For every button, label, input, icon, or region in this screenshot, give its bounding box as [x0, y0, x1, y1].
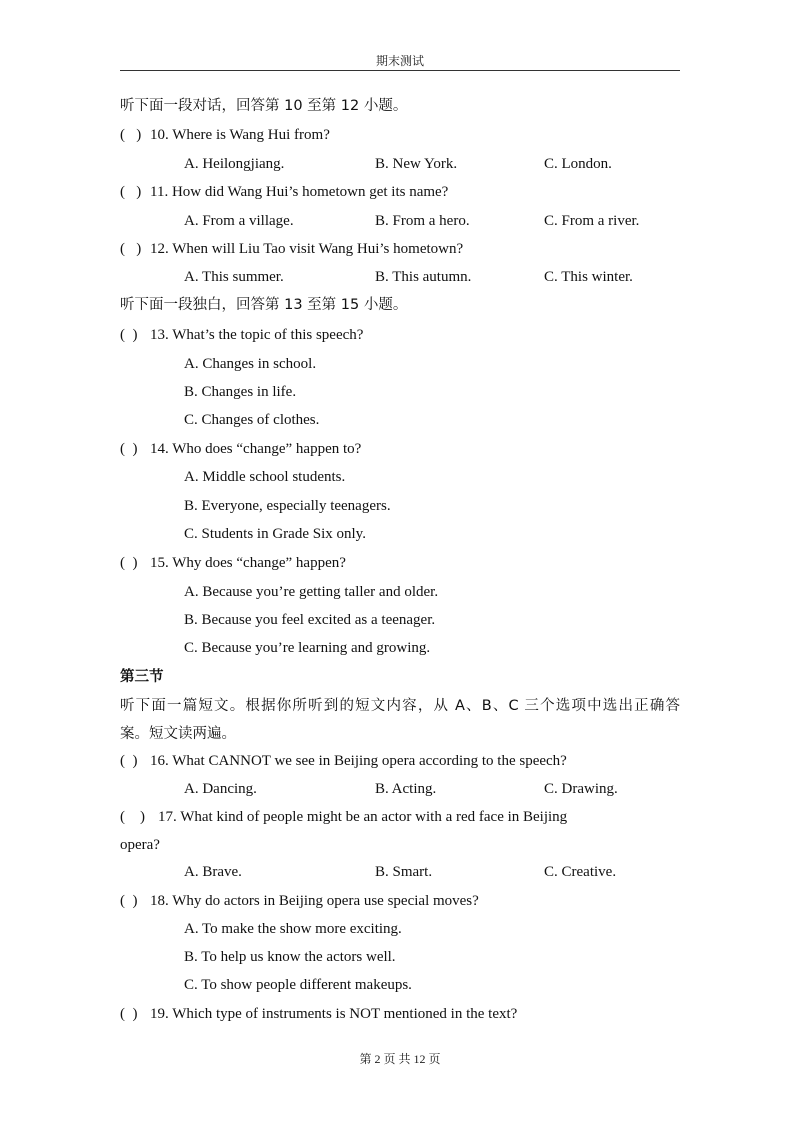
option-a: A. To make the show more exciting.	[184, 921, 402, 937]
answer-blank: ( )	[120, 241, 142, 257]
question-14	[120, 439, 680, 459]
option-a: A. This summer.	[184, 269, 284, 285]
option-a: A. Middle school students.	[184, 469, 346, 485]
option-b: B. From a hero.	[375, 213, 470, 229]
question-text: 19. Which type of instruments is NOT mentioned in the text?	[150, 1006, 518, 1022]
question-text: 13. What’s the topic of this speech?	[150, 327, 364, 343]
answer-blank: ( )	[120, 893, 138, 909]
option-c: C. London.	[544, 156, 612, 172]
passage-instruction-line1: 听下面一篇短文。根据你所听到的短文内容，从 A、B、C 三个选项中选出正确答	[120, 698, 680, 714]
question-text: 11. How did Wang Hui’s hometown get its name?	[150, 184, 449, 200]
option-c: C. Changes of clothes.	[184, 412, 320, 428]
option-b: B. Smart.	[375, 864, 433, 880]
answer-blank: ( )	[120, 555, 138, 571]
option-b: B. Acting.	[375, 781, 437, 797]
question-text: 15. Why does “change” happen?	[150, 555, 346, 571]
option-a: A. From a village.	[184, 213, 294, 229]
question-10	[120, 125, 680, 145]
option-c: C. Creative.	[544, 864, 617, 880]
question-text: 16. What CANNOT we see in Beijing opera according to the speech?	[150, 753, 567, 769]
option-b: B. To help us know the actors well.	[184, 949, 396, 965]
option-b: B. Because you feel excited as a teenager.	[184, 612, 436, 628]
option-c: C. This winter.	[544, 269, 633, 285]
question-12	[120, 239, 680, 259]
page-header-title: 期末测试	[375, 54, 424, 68]
answer-blank: ( )	[120, 327, 138, 343]
question-17	[120, 807, 680, 827]
monologue-instruction: 听下面一段独白，回答第 13 至第 15 小题。	[120, 297, 408, 313]
question-18	[120, 891, 680, 911]
question-text: 10. Where is Wang Hui from?	[150, 127, 330, 143]
answer-blank: ( )	[120, 127, 142, 143]
option-c: C. Because you’re learning and growing.	[184, 640, 431, 656]
question-16	[120, 751, 680, 771]
option-c: C. Drawing.	[544, 781, 618, 797]
option-a: A. Brave.	[184, 864, 242, 880]
option-b: B. Changes in life.	[184, 384, 297, 400]
header-divider	[120, 70, 680, 71]
answer-blank: ( )	[120, 184, 142, 200]
question-11	[120, 182, 680, 202]
option-c: C. From a river.	[544, 213, 640, 229]
question-13	[120, 325, 680, 345]
option-a: A. Dancing.	[184, 781, 257, 797]
passage-instruction-line2: 案。短文读两遍。	[120, 726, 236, 742]
question-text: 18. Why do actors in Beijing opera use special moves?	[150, 893, 479, 909]
answer-blank: ( )	[120, 809, 145, 825]
question-text: 17. What kind of people might be an actor with a red face in Beijing	[158, 809, 568, 825]
question-text: 12. When will Liu Tao visit Wang Hui’s hometown?	[150, 241, 464, 257]
question-19	[120, 1004, 680, 1024]
question-17-continued: opera?	[120, 837, 160, 853]
option-a: A. Changes in school.	[184, 356, 317, 372]
question-15	[120, 553, 680, 573]
section-heading: 第三节	[120, 669, 164, 685]
option-b: B. This autumn.	[375, 269, 472, 285]
option-c: C. To show people different makeups.	[184, 977, 412, 993]
option-a: A. Heilongjiang.	[184, 156, 285, 172]
dialogue-instruction: 听下面一段对话，回答第 10 至第 12 小题。	[120, 98, 408, 114]
page-number: 第 2 页 共 12 页	[359, 1052, 441, 1066]
answer-blank: ( )	[120, 441, 138, 457]
option-b: B. Everyone, especially teenagers.	[184, 498, 391, 514]
answer-blank: ( )	[120, 753, 138, 769]
option-b: B. New York.	[375, 156, 458, 172]
question-text: 14. Who does “change” happen to?	[150, 441, 362, 457]
answer-blank: ( )	[120, 1006, 138, 1022]
option-a: A. Because you’re getting taller and older.	[184, 584, 439, 600]
option-c: C. Students in Grade Six only.	[184, 526, 366, 542]
